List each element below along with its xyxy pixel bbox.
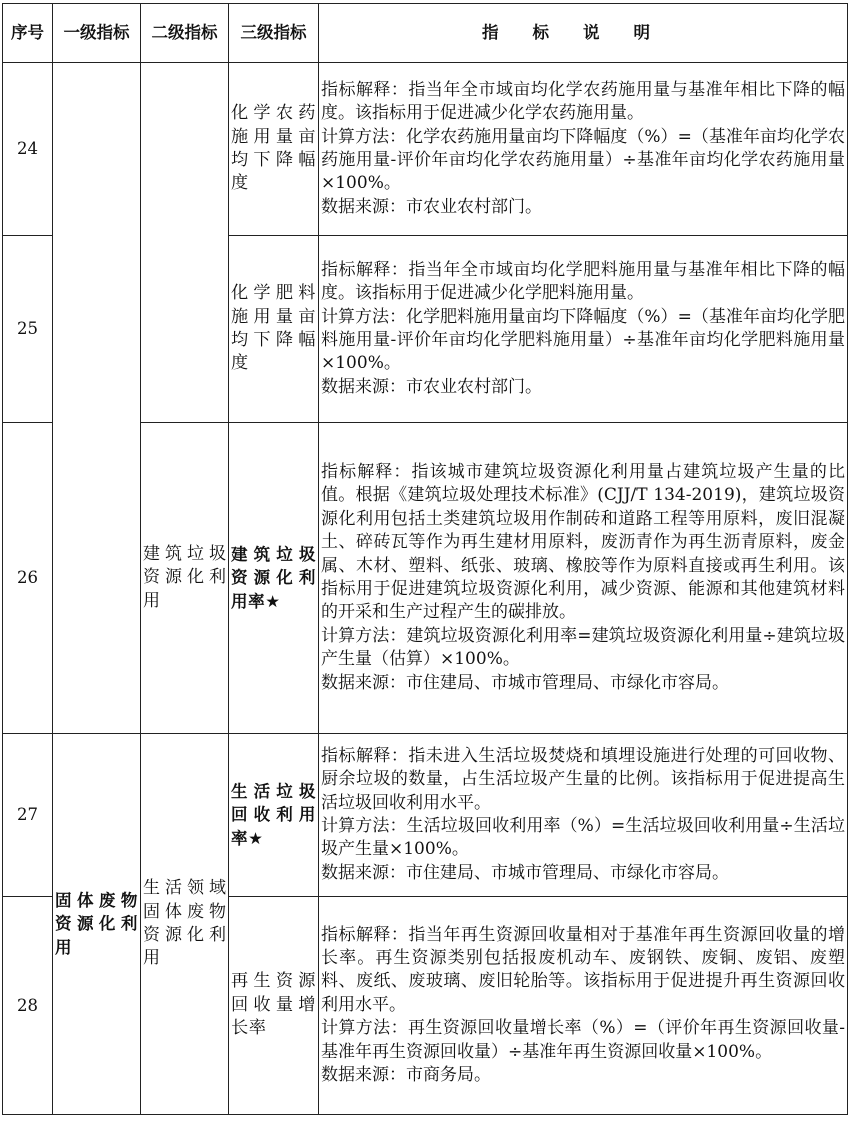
description-source: 数据来源：市农业农村部门。 xyxy=(321,196,542,217)
level2-indicator: 建筑垃圾资源化利用 xyxy=(141,423,229,734)
level1-indicator: 固体废物资源化利用 xyxy=(53,734,141,1115)
description-explanation: 指标解释：指未进入生活垃圾焚烧和填埋设施进行处理的可回收物、厨余垃圾的数量，占生活垃圾产生量的比例。该指标用于促进提高生活垃圾回收利用水平。 xyxy=(321,745,845,813)
header-description xyxy=(319,4,848,63)
level2-indicator: 生活领域固体废物资源化利用 xyxy=(141,734,229,1115)
row-number: 24 xyxy=(3,63,53,236)
description-calculation: 计算方法：生活垃圾回收利用率（%）=生活垃圾回收利用量÷生活垃圾产生量×100%。 xyxy=(321,816,845,860)
description-source: 数据来源：市住建局、市城市管理局、市绿化市容局。 xyxy=(321,672,729,693)
row-number: 27 xyxy=(3,734,53,897)
description-source: 数据来源：市农业农村部门。 xyxy=(321,376,542,397)
description-explanation: 指标解释：指当年全市域亩均化学肥料施用量与基准年相比下降的幅度。该指标用于促进减少化学肥料施用量。 xyxy=(321,259,845,304)
description-source: 数据来源：市住建局、市城市管理局、市绿化市容局。 xyxy=(321,862,729,883)
indicator-description xyxy=(319,236,848,423)
level3-indicator: 生活垃圾回收利用率★ xyxy=(229,734,319,897)
description-calculation: 计算方法：化学农药施用量亩均下降幅度（%）=（基准年亩均化学农药施用量-评价年亩均化学农药施用量）÷基准年亩均化学农药施用量×100%。 xyxy=(321,126,845,194)
description-calculation: 计算方法：建筑垃圾资源化利用率=建筑垃圾资源化利用量÷建筑垃圾产生量（估算）×100%。 xyxy=(321,625,845,670)
description-explanation: 指标解释：指当年全市域亩均化学农药施用量与基准年相比下降的幅度。该指标用于促进减少化学农药施用量。 xyxy=(321,79,845,124)
level2-cell-empty xyxy=(141,63,229,423)
indicator-description xyxy=(319,423,848,734)
level3-indicator: 化学农药施用量亩均下降幅度 xyxy=(229,63,319,236)
header-level3: 三级指标 xyxy=(229,4,319,63)
description-calculation: 计算方法：化学肥料施用量亩均下降幅度（%）=（基准年亩均化学肥料施用量-评价年亩均化学肥料施用量）÷基准年亩均化学肥料施用量×100%。 xyxy=(321,306,845,374)
table-row xyxy=(3,63,848,236)
table-row xyxy=(3,734,848,897)
level3-indicator: 化学肥料施用量亩均下降幅度 xyxy=(229,236,319,423)
description-source: 数据来源：市商务局。 xyxy=(321,1065,491,1086)
row-number: 25 xyxy=(3,236,53,423)
header-level2: 二级指标 xyxy=(141,4,229,63)
level3-indicator: 再生资源回收量增长率 xyxy=(229,897,319,1115)
indicator-description xyxy=(319,63,848,236)
row-number: 28 xyxy=(3,897,53,1115)
description-explanation: 指标解释：指当年再生资源回收量相对于基准年再生资源回收量的增长率。再生资源类别包括报废机动车、废钢铁、废铜、废铝、废塑料、废纸、废玻璃、废旧轮胎等。该指标用于促进提升再生资源回收利用水平。 xyxy=(321,924,845,1015)
header-description-text: 指标说明 xyxy=(482,23,684,43)
header-level1: 一级指标 xyxy=(53,4,141,63)
indicator-table xyxy=(2,3,848,1115)
table-header-row xyxy=(3,4,848,63)
description-calculation: 计算方法：再生资源回收量增长率（%）=（评价年再生资源回收量-基准年再生资源回收量）÷基准年再生资源回收量×100%。 xyxy=(321,1018,845,1062)
header-no: 序号 xyxy=(3,4,53,63)
row-number: 26 xyxy=(3,423,53,734)
indicator-description xyxy=(319,897,848,1115)
indicator-description xyxy=(319,734,848,897)
level1-cell-empty xyxy=(53,63,141,734)
level3-indicator: 建筑垃圾资源化利用率★ xyxy=(229,423,319,734)
description-explanation: 指标解释：指该城市建筑垃圾资源化利用量占建筑垃圾产生量的比值。根据《建筑垃圾处理技术标准》(CJJ/T 134-2019)，建筑垃圾资源化利用包括土类建筑垃圾用作制砖和道路工程等用原料，废旧混凝土、碎砖瓦等作为再生建材用原料，废沥青作为再生沥青原料，废金属、木材、塑料、纸张、玻璃、橡胶等作为原料直接或再生利用。该指标用于促进建筑垃圾资源化利用，减少资源、能源和其他建筑材料的开采和生产过程产生的碳排放。 xyxy=(321,461,845,623)
